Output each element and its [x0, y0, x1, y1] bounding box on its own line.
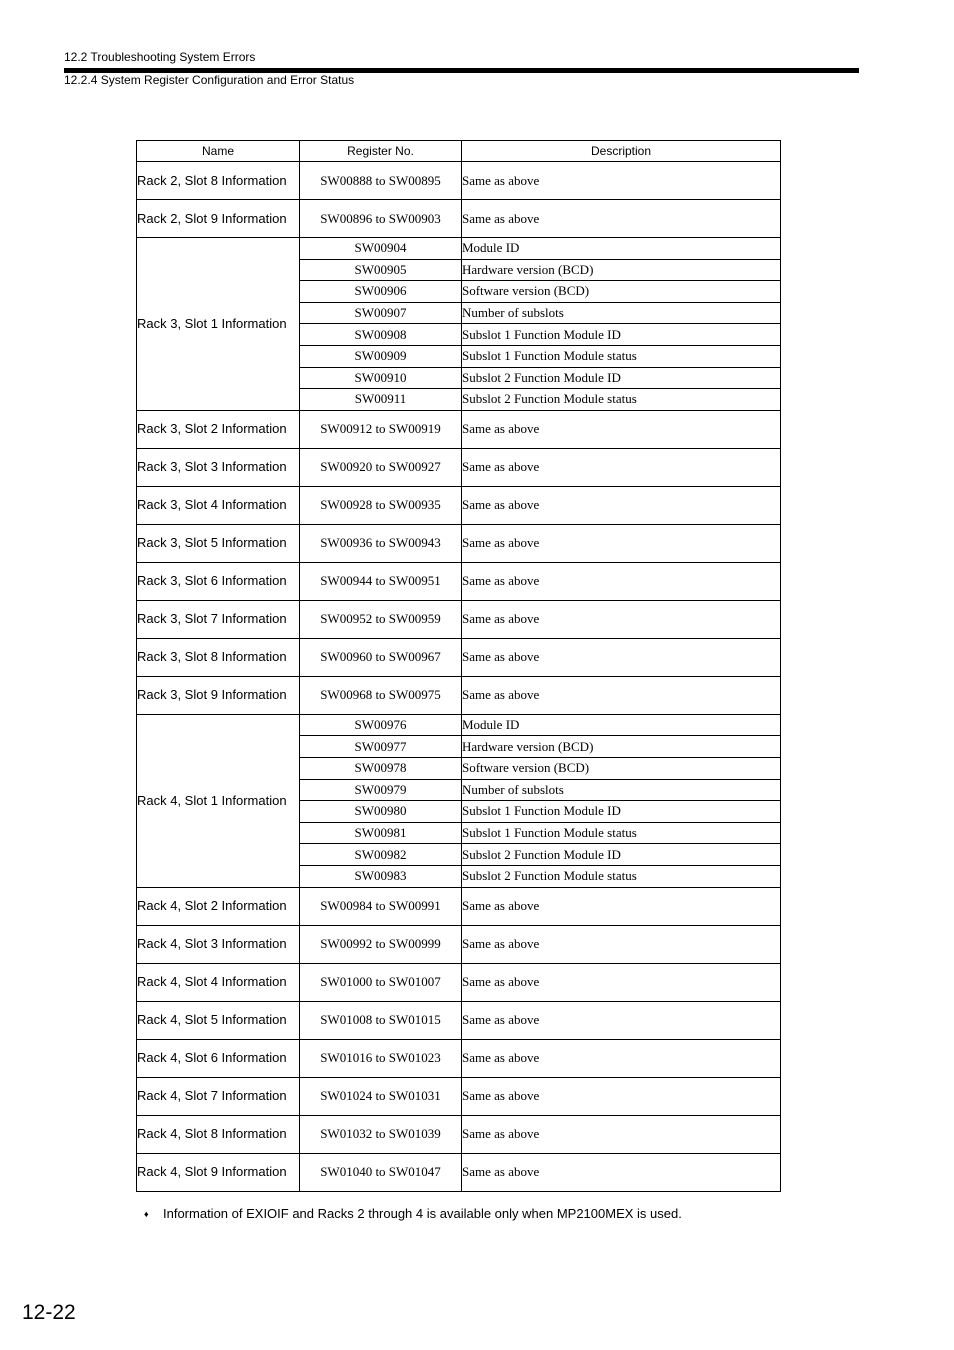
row-register: SW00981: [300, 822, 462, 844]
row-description: Same as above: [462, 1077, 781, 1115]
row-register: SW00984 to SW00991: [300, 887, 462, 925]
row-register: SW00979: [300, 779, 462, 801]
row-description: Subslot 2 Function Module status: [462, 865, 781, 887]
table-row: [137, 162, 781, 200]
row-description: Same as above: [462, 600, 781, 638]
row-name: Rack 3, Slot 3 Information: [137, 448, 300, 486]
row-register: SW00952 to SW00959: [300, 600, 462, 638]
section-heading: 12.2 Troubleshooting System Errors: [64, 50, 256, 64]
row-description: Subslot 2 Function Module ID: [462, 844, 781, 866]
row-description: Module ID: [462, 238, 781, 260]
row-register: SW00907: [300, 302, 462, 324]
row-description: Same as above: [462, 486, 781, 524]
row-register: SW01024 to SW01031: [300, 1077, 462, 1115]
row-register: SW01008 to SW01015: [300, 1001, 462, 1039]
row-description: Subslot 1 Function Module ID: [462, 324, 781, 346]
row-description: Same as above: [462, 925, 781, 963]
row-name: Rack 4, Slot 8 Information: [137, 1115, 300, 1153]
row-description: Subslot 1 Function Module ID: [462, 801, 781, 823]
row-description: Module ID: [462, 714, 781, 736]
table-row: [137, 448, 781, 486]
row-name: Rack 3, Slot 7 Information: [137, 600, 300, 638]
row-register: SW01040 to SW01047: [300, 1153, 462, 1191]
row-description: Same as above: [462, 963, 781, 1001]
row-register: SW00904: [300, 238, 462, 260]
row-name: Rack 3, Slot 2 Information: [137, 410, 300, 448]
table-row: [137, 410, 781, 448]
row-register: SW00980: [300, 801, 462, 823]
row-description: Same as above: [462, 410, 781, 448]
row-register: SW00905: [300, 259, 462, 281]
table-row: [137, 486, 781, 524]
row-description: Same as above: [462, 1115, 781, 1153]
row-register: SW00982: [300, 844, 462, 866]
row-description: Same as above: [462, 676, 781, 714]
table-row: [137, 562, 781, 600]
row-description: Subslot 2 Function Module status: [462, 389, 781, 411]
row-register: SW01032 to SW01039: [300, 1115, 462, 1153]
row-register: SW00928 to SW00935: [300, 486, 462, 524]
row-name: Rack 2, Slot 9 Information: [137, 200, 300, 238]
row-register: SW00911: [300, 389, 462, 411]
row-name: Rack 4, Slot 9 Information: [137, 1153, 300, 1191]
row-description: Same as above: [462, 1039, 781, 1077]
footnote: [144, 1206, 682, 1221]
table-row: [137, 887, 781, 925]
table-header-row: [137, 141, 781, 162]
row-register: SW01000 to SW01007: [300, 963, 462, 1001]
row-description: Same as above: [462, 1153, 781, 1191]
table-row: [137, 524, 781, 562]
table-row: [137, 238, 781, 260]
table-row: [137, 1115, 781, 1153]
row-register: SW00978: [300, 757, 462, 779]
row-register: SW00908: [300, 324, 462, 346]
row-description: Subslot 1 Function Module status: [462, 822, 781, 844]
row-register: SW00968 to SW00975: [300, 676, 462, 714]
row-register: SW00896 to SW00903: [300, 200, 462, 238]
row-register: SW00909: [300, 345, 462, 367]
row-register: SW00960 to SW00967: [300, 638, 462, 676]
table-body: [137, 162, 781, 1192]
row-register: SW00992 to SW00999: [300, 925, 462, 963]
table-row: [137, 1039, 781, 1077]
row-name: Rack 4, Slot 7 Information: [137, 1077, 300, 1115]
row-register: SW01016 to SW01023: [300, 1039, 462, 1077]
row-register: SW00936 to SW00943: [300, 524, 462, 562]
row-name: Rack 4, Slot 4 Information: [137, 963, 300, 1001]
row-name: Rack 4, Slot 5 Information: [137, 1001, 300, 1039]
row-name: Rack 2, Slot 8 Information: [137, 162, 300, 200]
row-register: SW00920 to SW00927: [300, 448, 462, 486]
row-description: Same as above: [462, 562, 781, 600]
row-name: Rack 3, Slot 8 Information: [137, 638, 300, 676]
footnote-text: Information of EXIOIF and Racks 2 through 4 is available only when MP2100MEX is used.: [163, 1206, 682, 1221]
row-register: SW00888 to SW00895: [300, 162, 462, 200]
table-row: [137, 1001, 781, 1039]
table-row: [137, 1077, 781, 1115]
col-header-register: Register No.: [300, 141, 462, 162]
row-description: Subslot 1 Function Module status: [462, 345, 781, 367]
col-header-description: Description: [462, 141, 781, 162]
table-row: [137, 963, 781, 1001]
table-row: [137, 676, 781, 714]
row-description: Software version (BCD): [462, 281, 781, 303]
table-row: [137, 925, 781, 963]
register-table: [136, 140, 781, 1192]
row-register: SW00977: [300, 736, 462, 758]
col-header-name: Name: [137, 141, 300, 162]
row-register: SW00910: [300, 367, 462, 389]
row-register: SW00912 to SW00919: [300, 410, 462, 448]
subsection-heading: 12.2.4 System Register Configuration and Error Status: [64, 73, 355, 87]
row-description: Software version (BCD): [462, 757, 781, 779]
row-register: SW00944 to SW00951: [300, 562, 462, 600]
row-description: Hardware version (BCD): [462, 736, 781, 758]
row-description: Same as above: [462, 887, 781, 925]
row-name: Rack 3, Slot 6 Information: [137, 562, 300, 600]
row-name: Rack 3, Slot 1 Information: [137, 238, 300, 411]
row-description: Same as above: [462, 524, 781, 562]
row-description: Subslot 2 Function Module ID: [462, 367, 781, 389]
row-description: Same as above: [462, 200, 781, 238]
table-row: [137, 714, 781, 736]
row-name: Rack 3, Slot 4 Information: [137, 486, 300, 524]
row-name: Rack 4, Slot 1 Information: [137, 714, 300, 887]
row-name: Rack 4, Slot 2 Information: [137, 887, 300, 925]
row-description: Same as above: [462, 448, 781, 486]
row-description: Same as above: [462, 1001, 781, 1039]
row-description: Hardware version (BCD): [462, 259, 781, 281]
row-description: Number of subslots: [462, 779, 781, 801]
row-register: SW00906: [300, 281, 462, 303]
row-name: Rack 3, Slot 5 Information: [137, 524, 300, 562]
table-row: [137, 638, 781, 676]
row-name: Rack 4, Slot 6 Information: [137, 1039, 300, 1077]
table-row: [137, 1153, 781, 1191]
row-name: Rack 4, Slot 3 Information: [137, 925, 300, 963]
row-register: SW00983: [300, 865, 462, 887]
row-description: Same as above: [462, 638, 781, 676]
row-name: Rack 3, Slot 9 Information: [137, 676, 300, 714]
row-description: Number of subslots: [462, 302, 781, 324]
table-row: [137, 200, 781, 238]
row-register: SW00976: [300, 714, 462, 736]
bullet-icon: ♦: [144, 1209, 149, 1219]
table-row: [137, 600, 781, 638]
page-number: 12-22: [22, 1301, 76, 1324]
row-description: Same as above: [462, 162, 781, 200]
